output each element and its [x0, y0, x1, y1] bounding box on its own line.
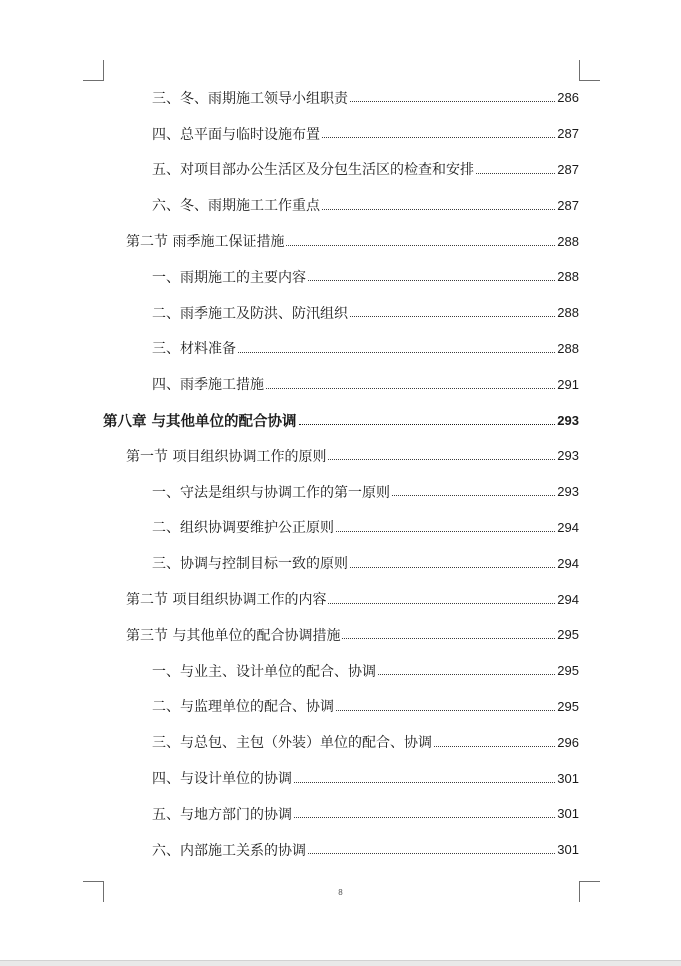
toc-entry-item[interactable]	[100, 689, 579, 725]
toc-dot-leader	[308, 280, 555, 281]
toc-dot-leader	[294, 782, 555, 783]
toc-entry-page-number: 293	[557, 412, 579, 428]
toc-dot-leader	[308, 853, 555, 854]
toc-entry-title: 五、对项目部办公生活区及分包生活区的检查和安排	[152, 162, 474, 179]
toc-entry-title: 六、冬、雨期施工工作重点	[152, 198, 320, 215]
toc-entry-title: 五、与地方部门的协调	[152, 806, 292, 823]
toc-entry-page-number: 295	[557, 627, 579, 643]
toc-entry-section[interactable]	[100, 581, 579, 617]
toc-dot-leader	[299, 424, 556, 425]
toc-entry-title: 四、雨季施工措施	[152, 377, 264, 394]
toc-entry-page-number: 288	[557, 233, 579, 249]
crop-mark-top-right	[579, 60, 600, 81]
toc-entry-page-number: 295	[557, 663, 579, 679]
table-of-contents	[100, 80, 579, 868]
toc-entry-page-number: 288	[557, 305, 579, 321]
toc-entry-page-number: 294	[557, 519, 579, 535]
toc-entry-section[interactable]	[100, 438, 579, 474]
toc-entry-item[interactable]	[100, 295, 579, 331]
toc-entry-item[interactable]	[100, 259, 579, 295]
toc-entry-title: 第二节 雨季施工保证措施	[126, 234, 285, 251]
toc-dot-leader	[350, 316, 555, 317]
toc-entry-page-number: 287	[557, 126, 579, 142]
toc-entry-title: 一、守法是组织与协调工作的第一原则	[152, 484, 390, 501]
toc-entry-title: 一、与业主、设计单位的配合、协调	[152, 663, 376, 680]
toc-dot-leader	[378, 674, 555, 675]
toc-entry-page-number: 294	[557, 555, 579, 571]
toc-entry-title: 二、雨季施工及防洪、防汛组织	[152, 305, 348, 322]
toc-entry-title: 二、与监理单位的配合、协调	[152, 699, 334, 716]
toc-dot-leader	[238, 352, 555, 353]
toc-dot-leader	[434, 746, 555, 747]
toc-dot-leader	[322, 209, 555, 210]
toc-dot-leader	[294, 817, 555, 818]
toc-dot-leader	[322, 137, 555, 138]
toc-entry-title: 三、与总包、主包（外装）单位的配合、协调	[152, 735, 432, 752]
toc-entry-title: 四、总平面与临时设施布置	[152, 126, 320, 143]
toc-entry-page-number: 293	[557, 484, 579, 500]
toc-entry-item[interactable]	[100, 474, 579, 510]
toc-dot-leader	[350, 567, 555, 568]
toc-dot-leader	[286, 245, 555, 246]
toc-dot-leader	[328, 459, 555, 460]
toc-entry-page-number: 301	[557, 806, 579, 822]
toc-entry-item[interactable]	[100, 510, 579, 546]
toc-entry-item[interactable]	[100, 653, 579, 689]
toc-entry-item[interactable]	[100, 80, 579, 116]
toc-dot-leader	[342, 638, 555, 639]
toc-entry-page-number: 296	[557, 734, 579, 750]
toc-entry-page-number: 287	[557, 197, 579, 213]
toc-dot-leader	[336, 531, 555, 532]
toc-entry-item[interactable]	[100, 796, 579, 832]
toc-entry-page-number: 294	[557, 591, 579, 607]
crop-mark-top-left	[83, 60, 104, 81]
toc-dot-leader	[350, 101, 555, 102]
toc-entry-title: 四、与设计单位的协调	[152, 771, 292, 788]
toc-entry-page-number: 286	[557, 90, 579, 106]
toc-entry-title: 第一节 项目组织协调工作的原则	[126, 448, 327, 465]
toc-entry-title: 一、雨期施工的主要内容	[152, 269, 306, 286]
toc-entry-title: 二、组织协调要维护公正原则	[152, 520, 334, 537]
toc-dot-leader	[392, 495, 555, 496]
toc-entry-page-number: 295	[557, 698, 579, 714]
toc-dot-leader	[336, 710, 555, 711]
toc-dot-leader	[476, 173, 555, 174]
toc-entry-title: 三、材料准备	[152, 341, 236, 358]
page-number: 8	[338, 888, 343, 897]
toc-entry-page-number: 287	[557, 161, 579, 177]
toc-entry-page-number: 301	[557, 842, 579, 858]
toc-entry-page-number: 288	[557, 269, 579, 285]
page-bottom-edge	[0, 960, 681, 966]
toc-entry-title: 第三节 与其他单位的配合协调措施	[126, 627, 341, 644]
toc-entry-page-number: 288	[557, 340, 579, 356]
toc-entry-item[interactable]	[100, 724, 579, 760]
toc-dot-leader	[266, 388, 555, 389]
toc-entry-page-number: 301	[557, 770, 579, 786]
toc-entry-item[interactable]	[100, 760, 579, 796]
toc-entry-section[interactable]	[100, 223, 579, 259]
toc-entry-title: 第八章 与其他单位的配合协调	[103, 413, 297, 430]
toc-dot-leader	[328, 603, 555, 604]
toc-entry-title: 六、内部施工关系的协调	[152, 842, 306, 859]
toc-entry-page-number: 291	[557, 376, 579, 392]
toc-entry-item[interactable]	[100, 116, 579, 152]
toc-entry-title: 三、冬、雨期施工领导小组职责	[152, 90, 348, 107]
toc-entry-chapter[interactable]	[100, 402, 579, 438]
toc-entry-item[interactable]	[100, 331, 579, 367]
toc-entry-item[interactable]	[100, 545, 579, 581]
toc-entry-page-number: 293	[557, 448, 579, 464]
toc-entry-item[interactable]	[100, 152, 579, 188]
toc-entry-section[interactable]	[100, 617, 579, 653]
toc-entry-item[interactable]	[100, 832, 579, 868]
toc-entry-title: 第二节 项目组织协调工作的内容	[126, 592, 327, 609]
toc-entry-title: 三、协调与控制目标一致的原则	[152, 556, 348, 573]
toc-entry-item[interactable]	[100, 187, 579, 223]
toc-entry-item[interactable]	[100, 366, 579, 402]
